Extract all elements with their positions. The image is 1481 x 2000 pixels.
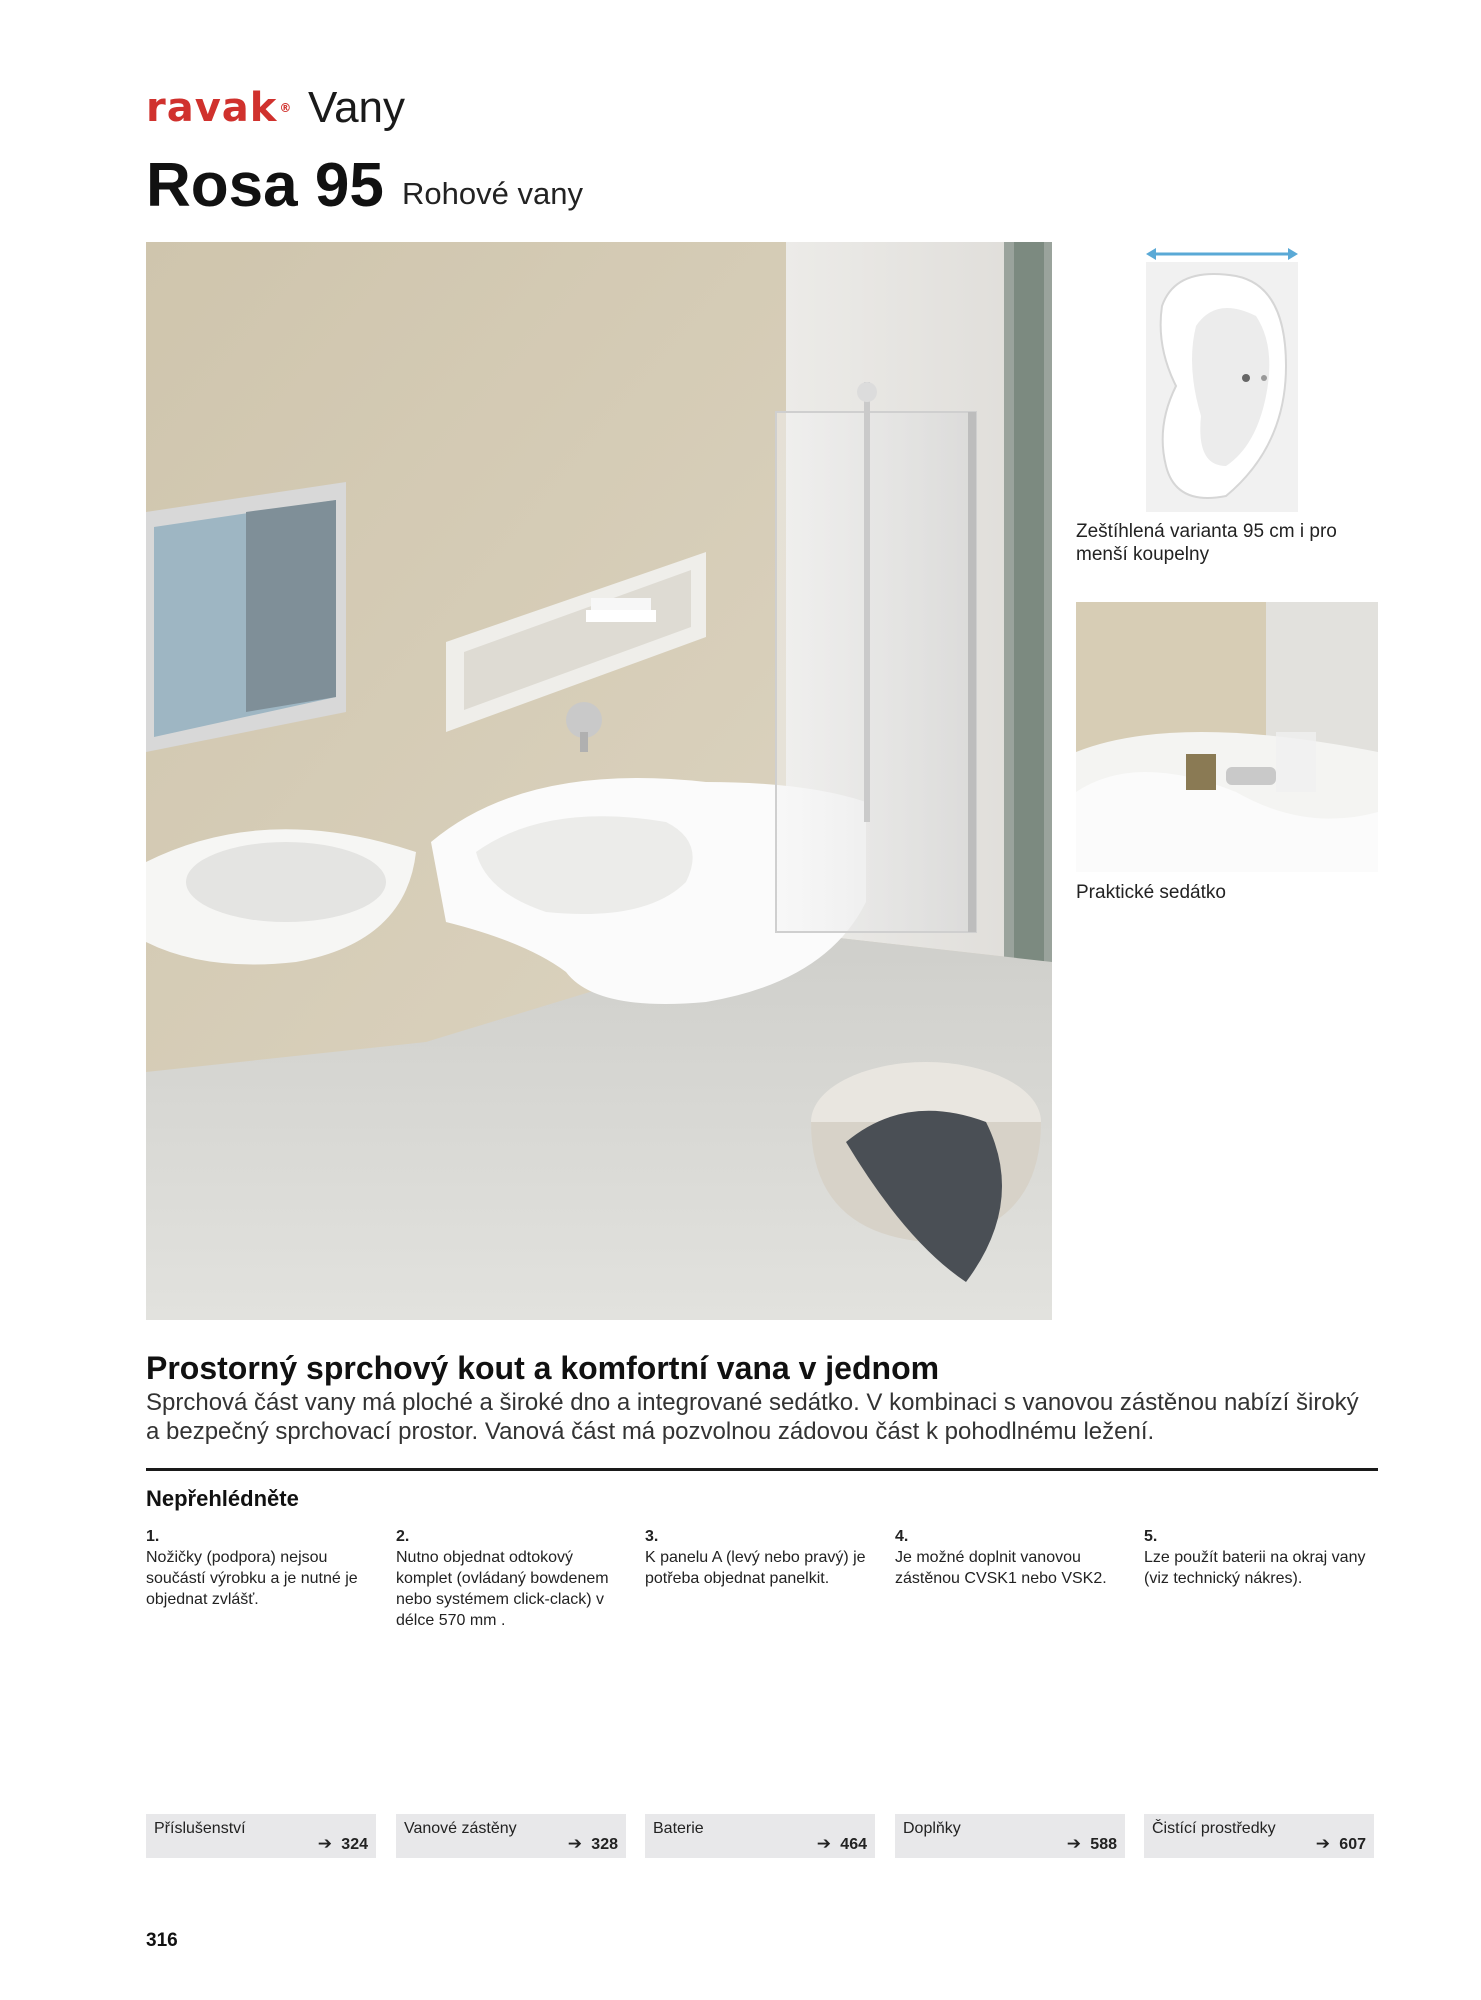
body-text: Sprchová část vany má ploché a široké dno a integrované sedátko. V kombinaci s vanovou zástěnou nabízí široký a bezpečný sprchovací prostor. Vanová část má pozvolnou zádovou část k pohodlnému ležení. — [146, 1389, 1359, 1445]
seat-illustration — [1076, 602, 1378, 872]
note-item — [146, 1526, 378, 1610]
divider — [146, 1468, 1378, 1471]
nav-link-cleaners[interactable] — [1144, 1814, 1374, 1858]
brand-name: ravak — [146, 85, 278, 131]
arrow-right-icon: ➔ — [317, 1834, 332, 1853]
notes-title: Nepřehlédněte — [146, 1486, 299, 1511]
arrow-right-icon: ➔ — [1315, 1834, 1330, 1853]
bathroom-photo — [146, 242, 1052, 1320]
product-subtitle: Rohové vany — [402, 176, 583, 211]
ravak-logo — [146, 86, 292, 130]
page-number: 316 — [146, 1930, 178, 1951]
nav-label: Baterie — [653, 1820, 704, 1837]
nav-link-screens[interactable] — [396, 1814, 626, 1858]
note-number: 4. — [895, 1528, 909, 1545]
registered-mark: ® — [279, 101, 293, 115]
arrow-right-icon: ➔ — [1066, 1834, 1081, 1853]
note-text: K panelu A (levý nebo pravý) je potřeba objednat panelkit. — [645, 1549, 866, 1587]
product-title: Rosa 95 — [146, 151, 384, 220]
note-item — [895, 1526, 1127, 1589]
note-item — [396, 1526, 628, 1631]
note-number: 3. — [645, 1528, 659, 1545]
note-number: 2. — [396, 1528, 410, 1545]
note-text: Nutno objednat odtokový komplet (ovládaný bowdenem nebo systémem click-clack) v délce 570 mm . — [396, 1549, 609, 1629]
nav-link-faucets[interactable] — [645, 1814, 875, 1858]
nav-link-accessories[interactable] — [146, 1814, 376, 1858]
nav-label: Příslušenství — [154, 1820, 246, 1837]
arrow-right-icon: ➔ — [816, 1834, 831, 1853]
nav-label: Doplňky — [903, 1820, 961, 1837]
bathroom-illustration — [146, 242, 1052, 1320]
note-number: 1. — [146, 1528, 160, 1545]
tub-top-view-illustration — [1146, 246, 1298, 512]
seat-photo — [1076, 602, 1378, 872]
nav-page: 464 — [840, 1836, 867, 1853]
nav-link-addons[interactable] — [895, 1814, 1125, 1858]
nav-page: 328 — [591, 1836, 618, 1853]
nav-page: 607 — [1339, 1836, 1366, 1853]
nav-page: 324 — [341, 1836, 368, 1853]
headline: Prostorný sprchový kout a komfortní vana v jednom — [146, 1350, 940, 1386]
tub-top-view — [1146, 246, 1298, 512]
arrow-right-icon: ➔ — [567, 1834, 582, 1853]
note-text: Je možné doplnit vanovou zástěnou CVSK1 nebo VSK2. — [895, 1549, 1107, 1587]
nav-label: Vanové zástěny — [404, 1820, 517, 1837]
caption-seat: Praktické sedátko — [1076, 882, 1226, 903]
section-title: Vany — [308, 83, 406, 132]
note-item — [1144, 1526, 1376, 1589]
note-text: Lze použít baterii na okraj vany (viz technický nákres). — [1144, 1549, 1366, 1587]
nav-label: Čistící prostředky — [1152, 1820, 1276, 1837]
note-text: Nožičky (podpora) nejsou součástí výrobku a je nutné je objednat zvlášť. — [146, 1549, 358, 1608]
nav-page: 588 — [1090, 1836, 1117, 1853]
note-item — [645, 1526, 877, 1589]
note-number: 5. — [1144, 1528, 1158, 1545]
caption-slim-variant: Zeštíhlená varianta 95 cm i pro menší koupelny — [1076, 521, 1337, 565]
